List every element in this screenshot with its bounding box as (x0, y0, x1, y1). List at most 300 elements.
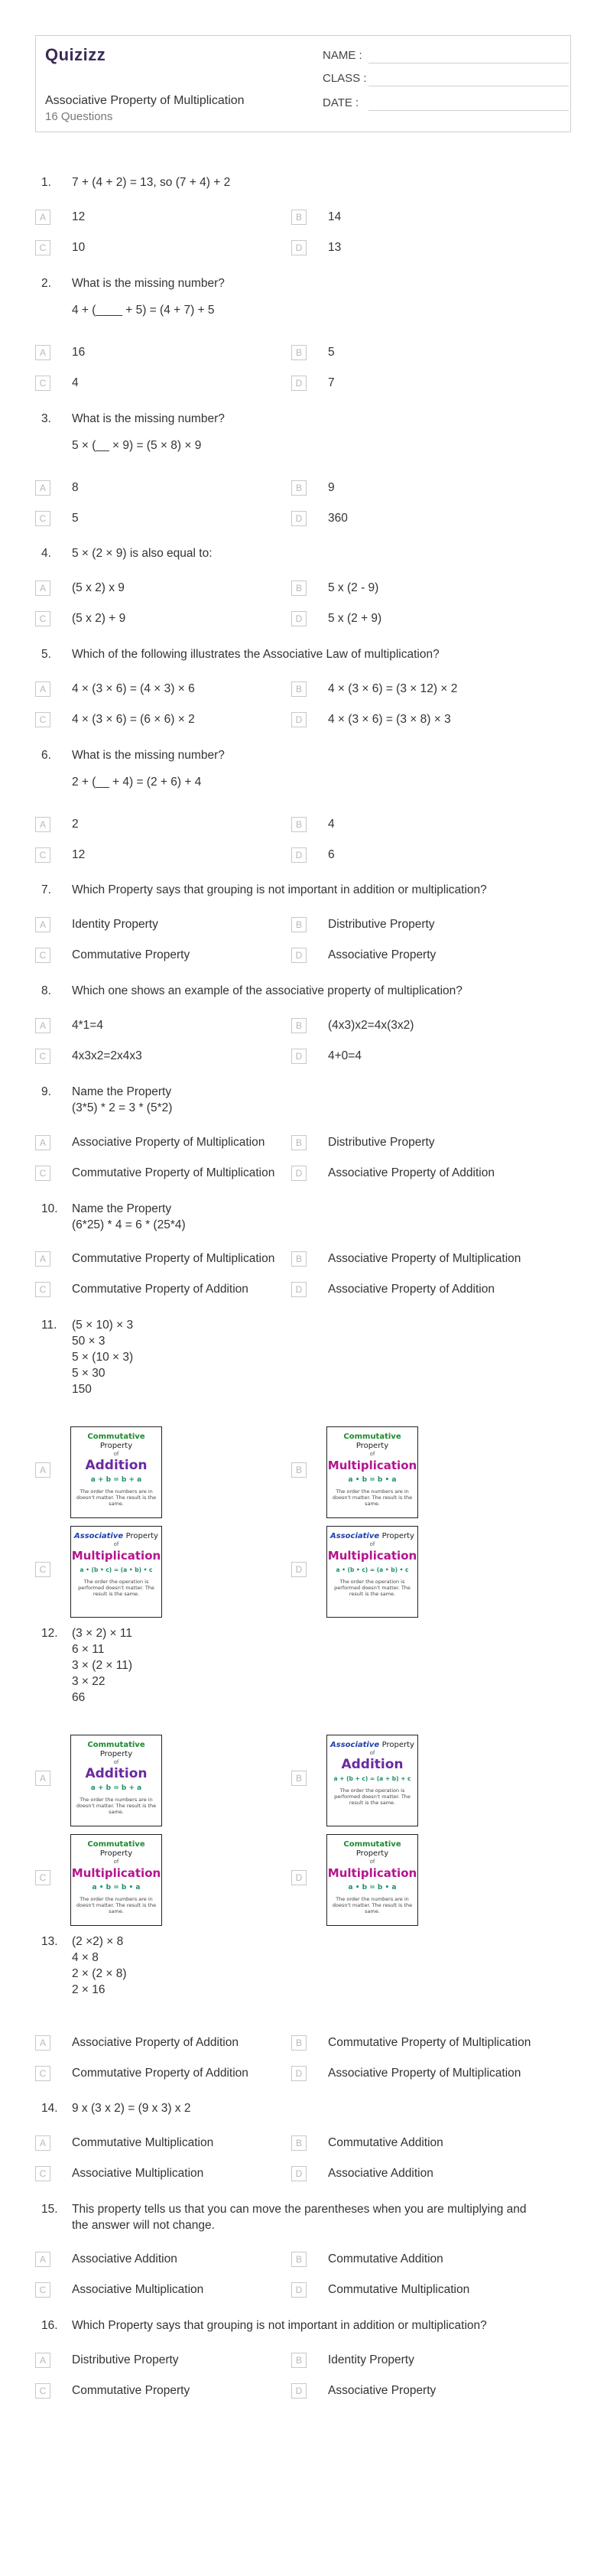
question-number: 7. (41, 883, 51, 896)
card-title-word: Commutative (343, 1840, 401, 1849)
question-number: 2. (41, 277, 51, 290)
option-text: 5 (72, 512, 79, 525)
option-letter-a: A (35, 1251, 50, 1267)
question-number: 15. (41, 2203, 58, 2216)
answer-option[interactable] (35, 2166, 287, 2183)
card-title (327, 1532, 417, 1541)
option-letter-c: C (35, 1562, 50, 1577)
question-number: 6. (41, 749, 51, 762)
option-text: Associative Multiplication (72, 2167, 204, 2180)
card-title-property: Property (99, 1442, 133, 1450)
card-title (71, 1532, 161, 1541)
answer-option[interactable] (291, 480, 544, 497)
question-text (72, 2100, 561, 2116)
card-title-word: Commutative (343, 1433, 401, 1441)
question-text (72, 275, 561, 318)
option-letter-c: C (35, 240, 50, 255)
question-number: 14. (41, 2102, 58, 2115)
option-letter-d: D (291, 2166, 307, 2181)
option-text: Distributive Property (72, 2353, 179, 2366)
option-letter-d: D (291, 1870, 307, 1885)
option-text: 8 (72, 481, 79, 494)
card-operation: Multiplication (327, 1549, 417, 1563)
property-card-image[interactable] (326, 1426, 418, 1518)
answer-option[interactable] (35, 1562, 50, 1579)
option-text: Commutative Property of Multiplication (72, 1166, 275, 1179)
question-line: 3 × 22 (72, 1675, 105, 1688)
option-text: Distributive Property (328, 1136, 435, 1149)
option-letter-b: B (291, 2252, 307, 2267)
question-line: 7 + (4 + 2) = 13, so (7 + 4) + 2 (72, 176, 231, 189)
question-text (72, 1625, 561, 1706)
option-letter-c: C (35, 1282, 50, 1297)
card-title-word: Commutative (87, 1433, 145, 1441)
answer-option[interactable] (35, 581, 287, 597)
answer-option[interactable] (35, 1251, 287, 1268)
answer-option[interactable] (291, 847, 544, 864)
option-text: 16 (72, 346, 86, 359)
option-text: Identity Property (328, 2353, 414, 2366)
answer-option[interactable] (291, 1166, 544, 1182)
option-text: Associative Addition (72, 2252, 177, 2265)
card-equation: a + b = b + a (90, 1784, 142, 1792)
answer-option[interactable] (35, 847, 287, 864)
answer-option[interactable] (291, 240, 544, 257)
card-title-word: Associative (330, 1741, 380, 1749)
answer-option[interactable] (35, 2066, 287, 2083)
question-text (72, 882, 561, 898)
card-title-word: Associative (330, 1532, 380, 1540)
card-title (327, 1741, 417, 1750)
option-letter-c: C (35, 511, 50, 526)
card-title-property: Property (355, 1849, 389, 1858)
answer-option[interactable] (35, 1166, 287, 1182)
answer-option[interactable] (291, 1135, 544, 1152)
option-text: Associative Property of Addition (328, 1283, 495, 1296)
answer-option[interactable] (35, 2135, 287, 2152)
card-title (71, 1433, 161, 1451)
answer-option[interactable] (35, 1771, 50, 1787)
question-text (72, 646, 561, 662)
answer-option[interactable] (291, 1870, 307, 1887)
option-text: 360 (328, 512, 348, 525)
answer-option[interactable] (291, 1251, 544, 1268)
option-letter-a: A (35, 681, 50, 697)
question-number: 1. (41, 176, 51, 189)
question-number: 11. (41, 1319, 57, 1332)
answer-option[interactable] (35, 1018, 287, 1035)
question-line: 9 x (3 x 2) = (9 x 3) x 2 (72, 2102, 191, 2115)
question-line: 2 × 16 (72, 1983, 105, 1996)
question-line: 2 × (2 × 8) (72, 1967, 127, 1980)
option-letter-d: D (291, 1282, 307, 1297)
option-text: Associative Property of Addition (72, 2036, 239, 2049)
option-text: Commutative Multiplication (72, 2136, 214, 2149)
question-line: 66 (72, 1691, 86, 1704)
card-title (71, 1741, 161, 1759)
question-line: (3*5) * 2 = 3 * (5*2) (72, 1101, 173, 1114)
option-text: 5 (328, 346, 335, 359)
option-letter-d: D (291, 1166, 307, 1181)
option-letter-a: A (35, 2135, 50, 2151)
option-text: 5 x (2 - 9) (328, 581, 379, 594)
card-title-property: Property (99, 1849, 133, 1858)
option-letter-a: A (35, 1462, 50, 1478)
option-letter-b: B (291, 1018, 307, 1033)
question-line: (3 × 2) × 11 (72, 1627, 132, 1640)
option-letter-d: D (291, 2282, 307, 2298)
card-operation: Multiplication (71, 1549, 161, 1563)
option-letter-d: D (291, 1049, 307, 1064)
question-line: What is the missing number? (72, 277, 225, 290)
question-line: Which Property says that grouping is not important in addition or multiplication? (72, 883, 487, 896)
answer-option[interactable] (291, 1018, 544, 1035)
answer-option[interactable] (35, 681, 287, 698)
option-letter-d: D (291, 2066, 307, 2081)
option-letter-a: A (35, 1135, 50, 1150)
question-line: the answer will not change. (72, 2219, 215, 2232)
class-label: CLASS : (323, 72, 367, 85)
option-letter-c: C (35, 1049, 50, 1064)
option-letter-a: A (35, 210, 50, 225)
option-letter-a: A (35, 1771, 50, 1786)
card-equation: a • (b • c) = (a • b) • c (80, 1566, 153, 1573)
card-note: The order the numbers are in doesn't matter. The result is the same. (76, 1488, 157, 1507)
question-line: 6 × 11 (72, 1643, 105, 1656)
option-letter-b: B (291, 2135, 307, 2151)
answer-option[interactable] (291, 2383, 544, 2400)
option-letter-c: C (35, 2383, 50, 2399)
card-title (327, 1433, 417, 1451)
option-letter-b: B (291, 681, 307, 697)
option-letter-b: B (291, 480, 307, 496)
answer-option[interactable] (291, 376, 544, 392)
option-text: Commutative Property (72, 2384, 190, 2397)
question-number: 12. (41, 1627, 58, 1640)
option-text: Commutative Property of Addition (72, 1283, 248, 1296)
answer-option[interactable] (291, 2166, 544, 2183)
option-text: Distributive Property (328, 918, 435, 931)
card-operation: Multiplication (327, 1866, 417, 1880)
answer-option[interactable] (291, 817, 544, 834)
card-equation: a • (b • c) = (a • b) • c (336, 1566, 409, 1573)
option-letter-c: C (35, 712, 50, 727)
card-note: The order the operation is performed doesn't matter. The result is the same. (78, 1579, 154, 1597)
option-text: 10 (72, 241, 86, 254)
option-text: Associative Property of Multiplication (328, 1252, 521, 1265)
answer-option[interactable] (291, 712, 544, 729)
option-text: Commutative Addition (328, 2136, 443, 2149)
option-letter-b: B (291, 2353, 307, 2368)
option-text: Commutative Property (72, 948, 190, 961)
answer-option[interactable] (291, 681, 544, 698)
property-card-image[interactable] (326, 1735, 418, 1826)
answer-option[interactable] (291, 948, 544, 964)
answer-option[interactable] (291, 1562, 307, 1579)
option-text: Associative Property of Addition (328, 1166, 495, 1179)
property-card-image[interactable] (70, 1834, 162, 1926)
answer-option[interactable] (291, 2135, 544, 2152)
answer-option[interactable] (291, 2252, 544, 2269)
answer-option[interactable] (291, 2035, 544, 2052)
question-line: 2 + (__ + 4) = (2 + 6) + 4 (72, 776, 202, 789)
answer-option[interactable] (35, 511, 287, 528)
card-of: of (369, 1859, 375, 1865)
option-text: Associative Addition (328, 2167, 433, 2180)
answer-option[interactable] (35, 2383, 287, 2400)
answer-option[interactable] (291, 1282, 544, 1299)
option-letter-c: C (35, 376, 50, 391)
question-line: 5 × (__ × 9) = (5 × 8) × 9 (72, 439, 202, 452)
answer-option[interactable] (35, 817, 287, 834)
answer-option[interactable] (35, 2252, 287, 2269)
class-field[interactable] (323, 72, 367, 85)
answer-option[interactable] (291, 581, 544, 597)
question-line: 5 × (2 × 9) is also equal to: (72, 547, 213, 560)
answer-option[interactable] (35, 2353, 287, 2369)
question-line: Which of the following illustrates the Associative Law of multiplication? (72, 648, 440, 661)
option-text: 4 × (3 × 6) = (4 × 3) × 6 (72, 682, 195, 695)
option-text: Associative Property of Multiplication (72, 1136, 265, 1149)
answer-option[interactable] (35, 480, 287, 497)
card-title-property: Property (381, 1741, 414, 1749)
answer-option[interactable] (35, 611, 287, 628)
question-text (72, 174, 561, 190)
question-line: 3 × (2 × 11) (72, 1659, 132, 1672)
option-letter-b: B (291, 210, 307, 225)
card-title-word: Commutative (87, 1840, 145, 1849)
card-operation: Addition (85, 1458, 148, 1473)
question-line: (5 × 10) × 3 (72, 1319, 134, 1332)
answer-option[interactable] (35, 2035, 287, 2052)
option-text: 14 (328, 210, 342, 223)
question-number: 5. (41, 648, 51, 661)
card-equation: a • b = b • a (348, 1476, 397, 1484)
question-text (72, 2201, 561, 2233)
answer-option[interactable] (291, 2353, 544, 2369)
option-text: 9 (328, 481, 335, 494)
answer-option[interactable] (291, 345, 544, 362)
card-equation: a • b = b • a (92, 1884, 141, 1891)
question-number: 13. (41, 1935, 58, 1948)
answer-option[interactable] (291, 2066, 544, 2083)
card-title-property: Property (381, 1532, 414, 1540)
option-letter-a: A (35, 480, 50, 496)
question-number: 8. (41, 984, 51, 997)
option-letter-c: C (35, 2166, 50, 2181)
option-letter-d: D (291, 1562, 307, 1577)
answer-option[interactable] (291, 1462, 307, 1479)
card-of: of (113, 1451, 119, 1457)
question-line: What is the missing number? (72, 749, 225, 762)
date-field[interactable] (323, 96, 359, 109)
answer-option[interactable] (291, 917, 544, 934)
option-letter-b: B (291, 1462, 307, 1478)
question-text (72, 2317, 561, 2334)
answer-option[interactable] (35, 1462, 50, 1479)
option-letter-c: C (35, 1166, 50, 1181)
date-label: DATE : (323, 96, 359, 109)
card-equation: a + (b + c) = (a + b) + c (333, 1775, 411, 1782)
question-count: 16 Questions (45, 110, 113, 123)
option-text: Commutative Property of Multiplication (72, 1252, 275, 1265)
option-text: 5 x (2 + 9) (328, 612, 382, 625)
question-number: 4. (41, 547, 51, 560)
option-text: 2 (72, 818, 79, 831)
option-letter-c: C (35, 611, 50, 626)
answer-option[interactable] (291, 611, 544, 628)
answer-option[interactable] (35, 1870, 50, 1887)
card-operation: Addition (85, 1766, 148, 1781)
option-letter-a: A (35, 917, 50, 932)
option-letter-b: B (291, 1135, 307, 1150)
option-text: 4*1=4 (72, 1019, 103, 1032)
option-letter-c: C (35, 1870, 50, 1885)
option-letter-d: D (291, 948, 307, 963)
option-text: 4 (328, 818, 335, 831)
question-number: 9. (41, 1085, 51, 1098)
option-text: 4x3x2=2x4x3 (72, 1049, 142, 1062)
option-text: 7 (328, 376, 335, 389)
card-operation: Addition (341, 1757, 404, 1772)
option-text: 4 (72, 376, 79, 389)
property-card-image[interactable] (326, 1526, 418, 1618)
question-line: 150 (72, 1383, 92, 1396)
question-number: 16. (41, 2319, 58, 2332)
option-text: Commutative Multiplication (328, 2283, 470, 2296)
answer-option[interactable] (291, 511, 544, 528)
property-card-image[interactable] (70, 1426, 162, 1518)
answer-option[interactable] (291, 2282, 544, 2299)
name-label: NAME : (323, 49, 362, 62)
answer-option[interactable] (291, 1771, 307, 1787)
card-operation: Multiplication (71, 1866, 161, 1880)
answer-option[interactable] (35, 712, 287, 729)
option-text: Associative Property (328, 948, 437, 961)
option-letter-b: B (291, 2035, 307, 2051)
question-text (72, 747, 561, 790)
question-text (72, 1084, 561, 1116)
card-title-property: Property (125, 1532, 158, 1540)
option-text: 4 × (3 × 6) = (3 × 8) × 3 (328, 713, 451, 726)
card-equation: a • b = b • a (348, 1884, 397, 1891)
answer-option[interactable] (35, 2282, 287, 2299)
card-title-word: Commutative (87, 1741, 145, 1749)
option-letter-a: A (35, 1018, 50, 1033)
option-text: Associative Property (328, 2384, 437, 2397)
card-of: of (113, 1859, 119, 1865)
question-line: 5 × (10 × 3) (72, 1351, 134, 1364)
answer-option[interactable] (35, 210, 287, 226)
worksheet-title: Associative Property of Multiplication (45, 94, 245, 107)
question-number: 10. (41, 1202, 58, 1215)
card-note: The order the numbers are in doesn't matter. The result is the same. (332, 1488, 413, 1507)
question-line: 4 + (____ + 5) = (4 + 7) + 5 (72, 304, 215, 317)
question-text (72, 545, 561, 561)
card-note: The order the numbers are in doesn't matter. The result is the same. (76, 1797, 157, 1815)
answer-option[interactable] (35, 1135, 287, 1152)
option-letter-d: D (291, 376, 307, 391)
question-line: Name the Property (72, 1085, 172, 1098)
property-card-image[interactable] (326, 1834, 418, 1926)
card-equation: a + b = b + a (90, 1476, 142, 1484)
option-letter-d: D (291, 611, 307, 626)
question-line: Which one shows an example of the associative property of multiplication? (72, 984, 463, 997)
question-text (72, 411, 561, 454)
option-letter-c: C (35, 948, 50, 963)
card-title-property: Property (99, 1750, 133, 1758)
option-text: Commutative Addition (328, 2252, 443, 2265)
answer-option[interactable] (35, 376, 287, 392)
card-of: of (369, 1451, 375, 1457)
property-card-image[interactable] (70, 1526, 162, 1618)
option-letter-a: A (35, 581, 50, 596)
option-letter-b: B (291, 817, 307, 832)
question-text (72, 1317, 561, 1397)
option-text: Commutative Property of Addition (72, 2067, 248, 2080)
card-note: The order the numbers are in doesn't matter. The result is the same. (332, 1896, 413, 1914)
option-letter-a: A (35, 2353, 50, 2368)
option-text: 4 × (3 × 6) = (3 × 12) × 2 (328, 682, 458, 695)
card-note: The order the numbers are in doesn't matter. The result is the same. (76, 1896, 157, 1914)
option-letter-d: D (291, 847, 307, 863)
option-letter-b: B (291, 581, 307, 596)
option-text: 12 (72, 848, 86, 861)
option-text: Associative Multiplication (72, 2283, 204, 2296)
worksheet-header (35, 35, 571, 132)
answer-option[interactable] (35, 240, 287, 257)
option-text: 4 × (3 × 6) = (6 × 6) × 2 (72, 713, 195, 726)
answer-option[interactable] (35, 917, 287, 934)
option-letter-d: D (291, 2383, 307, 2399)
answer-option[interactable] (35, 1049, 287, 1065)
option-text: Associative Property of Multiplication (328, 2067, 521, 2080)
option-letter-d: D (291, 712, 307, 727)
quizizz-logo: Quizizz (45, 45, 106, 64)
option-text: Identity Property (72, 918, 158, 931)
question-line: Which Property says that grouping is not important in addition or multiplication? (72, 2319, 487, 2332)
option-letter-b: B (291, 1771, 307, 1786)
answer-option[interactable] (35, 948, 287, 964)
answer-option[interactable] (291, 210, 544, 226)
question-text (72, 1934, 561, 1998)
option-text: (5 x 2) + 9 (72, 612, 126, 625)
card-title (71, 1840, 161, 1859)
question-line: Name the Property (72, 1202, 172, 1215)
option-text: 6 (328, 848, 335, 861)
card-operation: Multiplication (327, 1459, 417, 1472)
property-card-image[interactable] (70, 1735, 162, 1826)
option-letter-c: C (35, 847, 50, 863)
option-letter-d: D (291, 240, 307, 255)
option-letter-c: C (35, 2066, 50, 2081)
question-line: This property tells us that you can move the parentheses when you are multiplying and (72, 2203, 527, 2216)
answer-option[interactable] (35, 1282, 287, 1299)
option-letter-a: A (35, 817, 50, 832)
card-note: The order the operation is performed doesn't matter. The result is the same. (334, 1787, 411, 1806)
card-of: of (113, 1759, 119, 1765)
option-letter-a: A (35, 2252, 50, 2267)
question-line: (2 ×2) × 8 (72, 1935, 124, 1948)
card-of: of (369, 1750, 375, 1756)
option-letter-c: C (35, 2282, 50, 2298)
question-text (72, 983, 561, 999)
question-line: (6*25) * 4 = 6 * (25*4) (72, 1218, 186, 1231)
answer-option[interactable] (35, 345, 287, 362)
option-text: 13 (328, 241, 342, 254)
answer-option[interactable] (291, 1049, 544, 1065)
name-field[interactable] (323, 49, 362, 62)
